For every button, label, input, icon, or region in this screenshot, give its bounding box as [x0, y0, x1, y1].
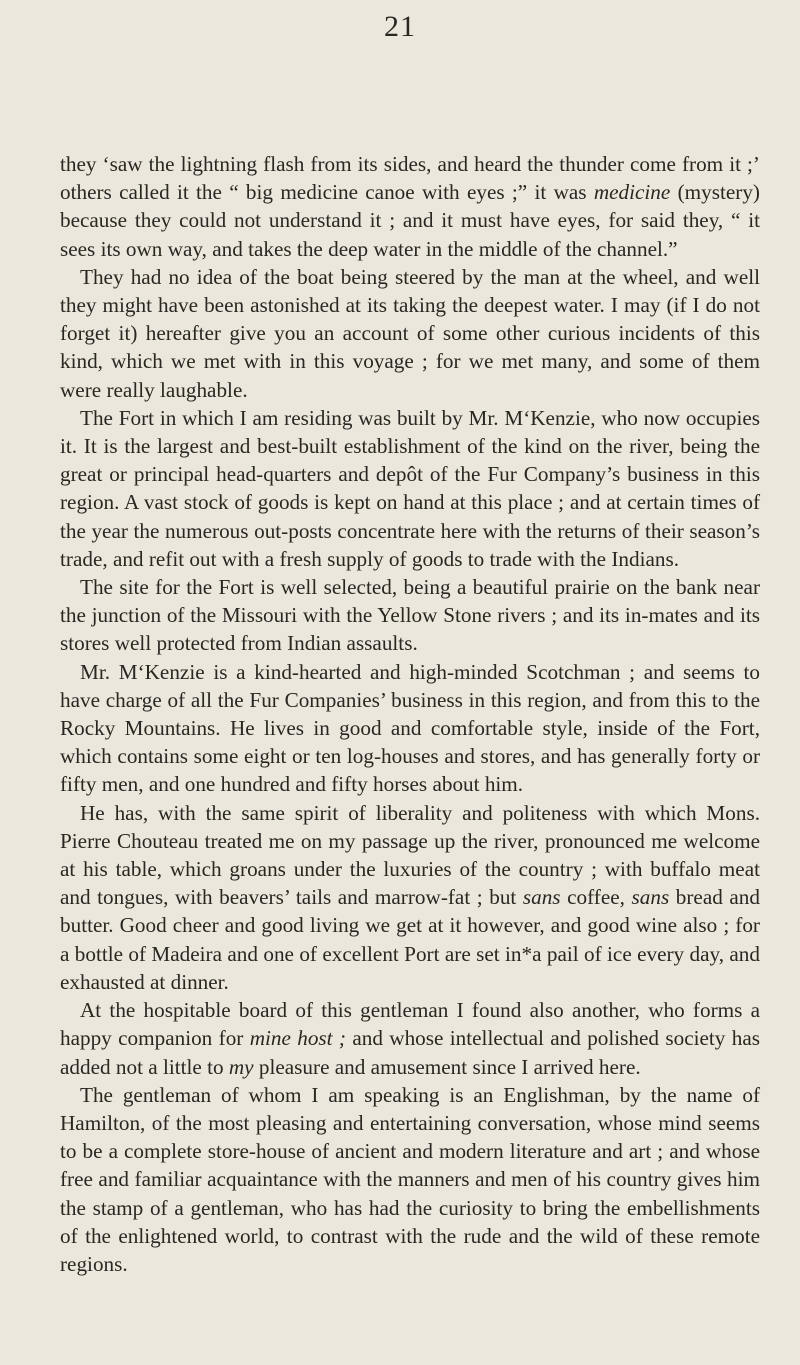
text-run: bread and butter. Good cheer and good living we get at it however, and good wine also ; for a bottle of Madeira and one of excellent Port are set in*a pail of ice every day, and exhausted at dinner. [60, 885, 760, 994]
paragraph [60, 1081, 760, 1278]
paragraph [60, 263, 760, 404]
text-run: Mr. M‘Kenzie is a kind-hearted and high-minded Scotchman ; and seems to have charge of all the Fur Companies’ business in this region, and from this to the Rocky Mountains. He lives in good and comfortable style, inside of the Fort, which contains some eight or ten log-houses and stores, and has generally forty or fifty men, and one hundred and fifty horses about him. [60, 659, 760, 797]
page-number: 21 [384, 10, 416, 43]
paragraph [60, 150, 760, 263]
body-text [60, 150, 760, 1278]
text-run: The gentleman of whom I am speaking is an Englishman, by the name of Hamilton, of the most pleasing and entertaining conversation, whose mind seems to be a complete store-house of ancient and modern literature and art ; and whose free and familiar acquaintance with the manners and men of his country gives him the stamp of a gentleman, who has had the curiosity to bring the embellishments of the enlightened world, to contrast with the rude and the wild of these remote regions. [60, 1082, 760, 1276]
paragraph [60, 404, 760, 573]
text-run: The site for the Fort is well selected, being a beautiful prairie on the bank near the junction of the Missouri with the Yellow Stone rivers ; and its in-mates and its stores well protected from Indian assaults. [60, 575, 760, 656]
paragraph [60, 658, 760, 799]
italic-text: mine host ; [249, 1026, 346, 1051]
italic-text: medicine [593, 180, 671, 205]
italic-text: my [228, 1054, 254, 1079]
paragraph [60, 996, 760, 1081]
text-run: The Fort in which I am residing was built by Mr. M‘Kenzie, who now occupies it. It is the largest and best-built establishment of the kind on the river, being the great or principal head-quarters and depôt of the Fur Company’s business in this region. A vast stock of goods is kept on hand at this place ; and at certain times of the year the numerous out-posts concentrate here with the returns of their season’s trade, and refit out with a fresh supply of goods to trade with the Indians. [60, 405, 760, 571]
text-run: (mystery) because they could not understand it ; and it must have eyes, for said they, “ it sees its own way, and takes the deep water in the middle of the channel.” [60, 180, 760, 261]
text-run: coffee, [560, 885, 632, 910]
paragraph [60, 573, 760, 658]
text-run: They had no idea of the boat being steered by the man at the wheel, and well they might have been astonished at its taking the deepest water. I may (if I do not forget it) hereafter give you an account of some other curious incidents of this kind, which we met with in this voyage ; for we met many, and some of them were really laughable. [60, 264, 760, 402]
text-run: pleasure and amusement since I arrived here. [253, 1054, 641, 1079]
text-run: they ‘saw the lightning flash from its sides, and heard the thunder come from it ;’ others called it the “ big medicine canoe with eyes ;” it was [60, 152, 760, 205]
text-run: He has, with the same spirit of liberality and politeness with which Mons. Pierre Chouteau treated me on my passage up the river, pronounced me welcome at his table, which groans under the luxuries of the country ; with buffalo meat and tongues, with beavers’ tails and marrow-fat ; but [60, 800, 760, 910]
italic-text: sans [522, 885, 561, 910]
paragraph [60, 799, 760, 996]
italic-text: sans [631, 885, 670, 910]
text-run: and whose intellectual and polished society has added not a little to [60, 1026, 760, 1079]
text-run: At the hospitable board of this gentleman I found also another, who forms a happy companion for [60, 998, 760, 1051]
